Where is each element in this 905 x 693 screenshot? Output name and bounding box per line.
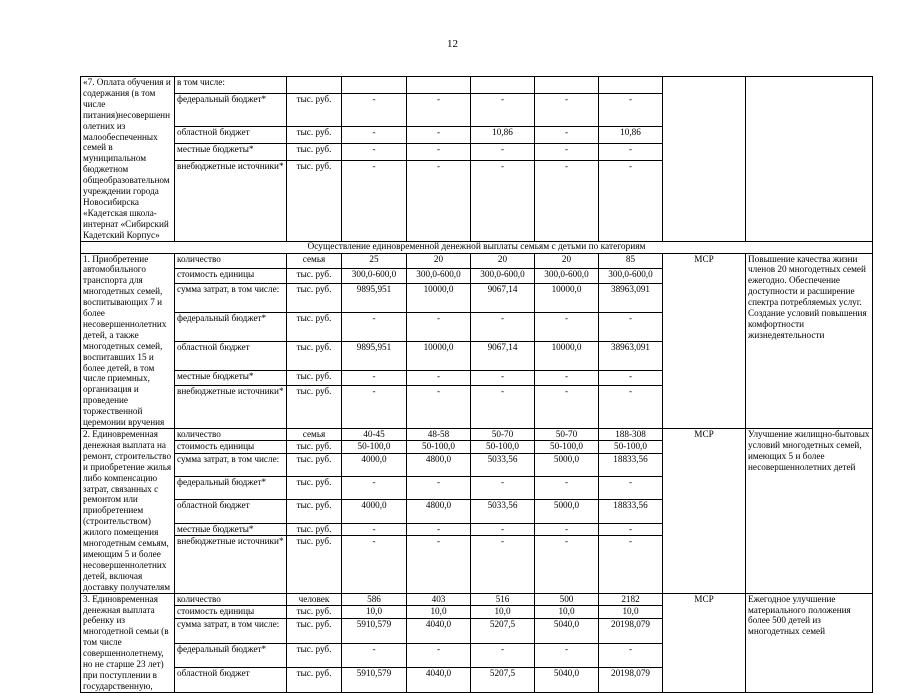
value-cell: 5033,56 [471,453,535,476]
value-cell: - [342,536,407,593]
value-cell: - [535,94,599,127]
value-cell: - [407,536,471,593]
value-cell: 9895,951 [342,341,407,370]
value-cell: - [342,312,407,341]
unit-cell: тыс. руб. [287,144,342,161]
value-cell: 10,0 [471,606,535,619]
executor-cell [663,77,746,242]
activity-description: 3. Единовременная денежная выплата ребенку из многодетной семьи (в том числе совершеннолетнему, но не старше 23 лет) при поступлении в государственную, [81,593,175,692]
indicator-cell: внебюджетные источники* [175,536,287,593]
unit-cell [287,77,342,94]
unit-cell: семья [287,429,342,441]
value-cell: - [535,370,599,385]
value-cell: - [471,94,535,127]
value-cell: 300,0-600,0 [599,268,663,283]
unit-cell: тыс. руб. [287,619,342,644]
unit-cell: тыс. руб. [287,441,342,453]
value-cell: 40-45 [342,429,407,441]
value-cell: 20198,079 [599,619,663,644]
value-cell: - [342,476,407,499]
indicator-cell: количество [175,253,287,268]
unit-cell: тыс. руб. [287,283,342,312]
indicator-cell: стоимость единицы [175,606,287,619]
value-cell: 4040,0 [407,619,471,644]
value-cell: 10,0 [599,606,663,619]
value-cell: 5910,579 [342,668,407,693]
value-cell: - [599,161,663,241]
indicator-cell: внебюджетные источники* [175,385,287,428]
value-cell: - [471,643,535,668]
value-cell: 50-70 [471,429,535,441]
indicator-cell: количество [175,429,287,441]
value-cell: - [471,312,535,341]
value-cell: 5000,0 [535,453,599,476]
value-cell: 300,0-600,0 [342,268,407,283]
value-cell: - [535,385,599,428]
indicator-cell: количество [175,593,287,606]
unit-cell: человек [287,593,342,606]
indicator-cell: областной бюджет [175,500,287,523]
value-cell: - [407,312,471,341]
value-cell: - [535,643,599,668]
value-cell: - [599,370,663,385]
unit-cell: тыс. руб. [287,476,342,499]
value-cell: - [599,536,663,593]
indicator-cell: внебюджетные источники* [175,161,287,241]
value-cell: - [342,161,407,241]
indicator-cell: сумма затрат, в том числе: [175,453,287,476]
value-cell: 5207,5 [471,668,535,693]
activity-description: «7. Оплата обучения и содержания (в том числе питания)несовершеннолетних из малообеспеченных семей в муниципальном бюджетном общеобразовательном учреждении города Новосибирска «Кадетская школа-интернат «Сибирский Кадетский Корпус» [81,77,175,242]
value-cell: - [407,643,471,668]
value-cell: 9895,951 [342,283,407,312]
indicator-cell: областной бюджет [175,126,287,143]
value-cell: 50-100,0 [407,441,471,453]
indicator-cell: сумма затрат, в том числе: [175,283,287,312]
value-cell: - [599,144,663,161]
indicator-cell: стоимость единицы [175,441,287,453]
value-cell: 300,0-600,0 [471,268,535,283]
unit-cell: тыс. руб. [287,385,342,428]
value-cell: 10,0 [535,606,599,619]
value-cell: 5040,0 [535,619,599,644]
unit-cell: тыс. руб. [287,536,342,593]
value-cell: - [407,385,471,428]
value-cell: 85 [599,253,663,268]
table-row [81,593,873,606]
value-cell [342,77,407,94]
value-cell: 20 [471,253,535,268]
value-cell: 20 [535,253,599,268]
value-cell: - [342,643,407,668]
value-cell: - [407,94,471,127]
value-cell: - [599,312,663,341]
value-cell: 10,86 [471,126,535,143]
value-cell: - [342,385,407,428]
value-cell: 10000,0 [535,341,599,370]
value-cell: 5040,0 [535,668,599,693]
value-cell: - [471,144,535,161]
value-cell: 300,0-600,0 [535,268,599,283]
indicator-cell: местные бюджеты* [175,370,287,385]
value-cell: - [535,523,599,535]
executor-cell: МСР [663,253,746,429]
value-cell: - [599,94,663,127]
unit-cell: тыс. руб. [287,500,342,523]
value-cell: - [407,144,471,161]
value-cell: - [535,144,599,161]
value-cell: 10,86 [599,126,663,143]
section-header-row [81,241,873,253]
value-cell: 50-100,0 [471,441,535,453]
value-cell: 5000,0 [535,500,599,523]
indicator-cell: в том числе: [175,77,287,94]
table-row [81,77,873,94]
value-cell: - [342,94,407,127]
value-cell: 25 [342,253,407,268]
activity-description: 2. Единовременная денежная выплата на ремонт, строительство и приобретение жилья либо компенсацию затрат, связанных с ремонтом или приобретением (строительством) жилого помещения многодетным семьям, имеющим 5 и более несовершеннолетних детей, включая доставку получателям [81,429,175,594]
table-row [81,429,873,441]
value-cell: - [535,161,599,241]
value-cell: - [407,523,471,535]
unit-cell: тыс. руб. [287,643,342,668]
value-cell: 4800,0 [407,500,471,523]
unit-cell: тыс. руб. [287,668,342,693]
value-cell: - [471,536,535,593]
value-cell: - [599,385,663,428]
value-cell: 10,0 [407,606,471,619]
value-cell: 10,0 [342,606,407,619]
value-cell: 9067,14 [471,283,535,312]
value-cell: 516 [471,593,535,606]
indicator-cell: сумма затрат, в том числе: [175,619,287,644]
value-cell: - [471,476,535,499]
value-cell [471,77,535,94]
indicator-cell: федеральный бюджет* [175,94,287,127]
activity-description: 1. Приобретение автомобильного транспорта для многодетных семей, воспитывающих 7 и более несовершеннолетних детей, а также многодетных семей, воспитавших 15 и более детей, в том числе приемных, организация и проведение торжественной церемонии вручения [81,253,175,429]
indicator-cell: федеральный бюджет* [175,312,287,341]
value-cell: - [535,476,599,499]
value-cell: 20 [407,253,471,268]
value-cell: - [535,536,599,593]
value-cell: 10000,0 [535,283,599,312]
unit-cell: тыс. руб. [287,453,342,476]
page-number: 12 [447,38,458,50]
value-cell: - [471,370,535,385]
expected-result: Ежегодное улучшение материального положения более 500 детей из многодетных семей [746,593,873,692]
value-cell [599,77,663,94]
unit-cell: тыс. руб. [287,523,342,535]
value-cell: 50-70 [535,429,599,441]
value-cell: 4000,0 [342,500,407,523]
value-cell: 5910,579 [342,619,407,644]
value-cell [407,77,471,94]
executor-cell: МСР [663,593,746,692]
value-cell: - [535,126,599,143]
value-cell: - [342,144,407,161]
value-cell: 2182 [599,593,663,606]
value-cell: 18833,56 [599,453,663,476]
unit-cell: тыс. руб. [287,94,342,127]
executor-cell: МСР [663,429,746,594]
unit-cell: тыс. руб. [287,312,342,341]
value-cell: - [342,126,407,143]
value-cell: - [407,476,471,499]
program-activities-table [80,76,873,693]
value-cell: 9067,14 [471,341,535,370]
unit-cell: тыс. руб. [287,606,342,619]
indicator-cell: местные бюджеты* [175,523,287,535]
value-cell: - [407,370,471,385]
unit-cell: тыс. руб. [287,370,342,385]
value-cell: - [407,161,471,241]
value-cell: 188-308 [599,429,663,441]
expected-result: Повышение качества жизни членов 20 многодетных семей ежегодно. Обеспечение доступности и расширение спектра потребляемых услуг. Создание условий повышения комфортности жизнедеятельности [746,253,873,429]
value-cell: - [342,523,407,535]
value-cell: 20198,079 [599,668,663,693]
indicator-cell: федеральный бюджет* [175,476,287,499]
value-cell: 10000,0 [407,283,471,312]
value-cell: 4040,0 [407,668,471,693]
value-cell: 500 [535,593,599,606]
value-cell: 5033,56 [471,500,535,523]
value-cell: 10000,0 [407,341,471,370]
unit-cell: тыс. руб. [287,268,342,283]
value-cell: - [535,312,599,341]
value-cell: 4800,0 [407,453,471,476]
value-cell: - [599,643,663,668]
unit-cell: семья [287,253,342,268]
expected-result [746,77,873,242]
unit-cell: тыс. руб. [287,126,342,143]
value-cell: - [342,370,407,385]
value-cell: 48-58 [407,429,471,441]
value-cell: 4000,0 [342,453,407,476]
value-cell: 50-100,0 [342,441,407,453]
indicator-cell: областной бюджет [175,668,287,693]
value-cell: 300,0-600,0 [407,268,471,283]
value-cell: - [471,523,535,535]
value-cell: 38963,091 [599,341,663,370]
indicator-cell: местные бюджеты* [175,144,287,161]
table-row [81,253,873,268]
value-cell: - [599,476,663,499]
value-cell: 50-100,0 [599,441,663,453]
value-cell: 50-100,0 [535,441,599,453]
value-cell: 586 [342,593,407,606]
value-cell [535,77,599,94]
value-cell: - [471,385,535,428]
value-cell: - [471,161,535,241]
section-title: Осуществление единовременной денежной выплаты семьям с детьми по категориям [81,241,873,253]
value-cell: - [407,126,471,143]
value-cell: - [599,523,663,535]
expected-result: Улучшение жилищно-бытовых условий многодетных семей, имеющих 5 и более несовершеннолетних детей [746,429,873,594]
value-cell: 18833,56 [599,500,663,523]
indicator-cell: областной бюджет [175,341,287,370]
indicator-cell: стоимость единицы [175,268,287,283]
unit-cell: тыс. руб. [287,341,342,370]
value-cell: 403 [407,593,471,606]
value-cell: 38963,091 [599,283,663,312]
indicator-cell: федеральный бюджет* [175,643,287,668]
unit-cell: тыс. руб. [287,161,342,241]
value-cell: 5207,5 [471,619,535,644]
